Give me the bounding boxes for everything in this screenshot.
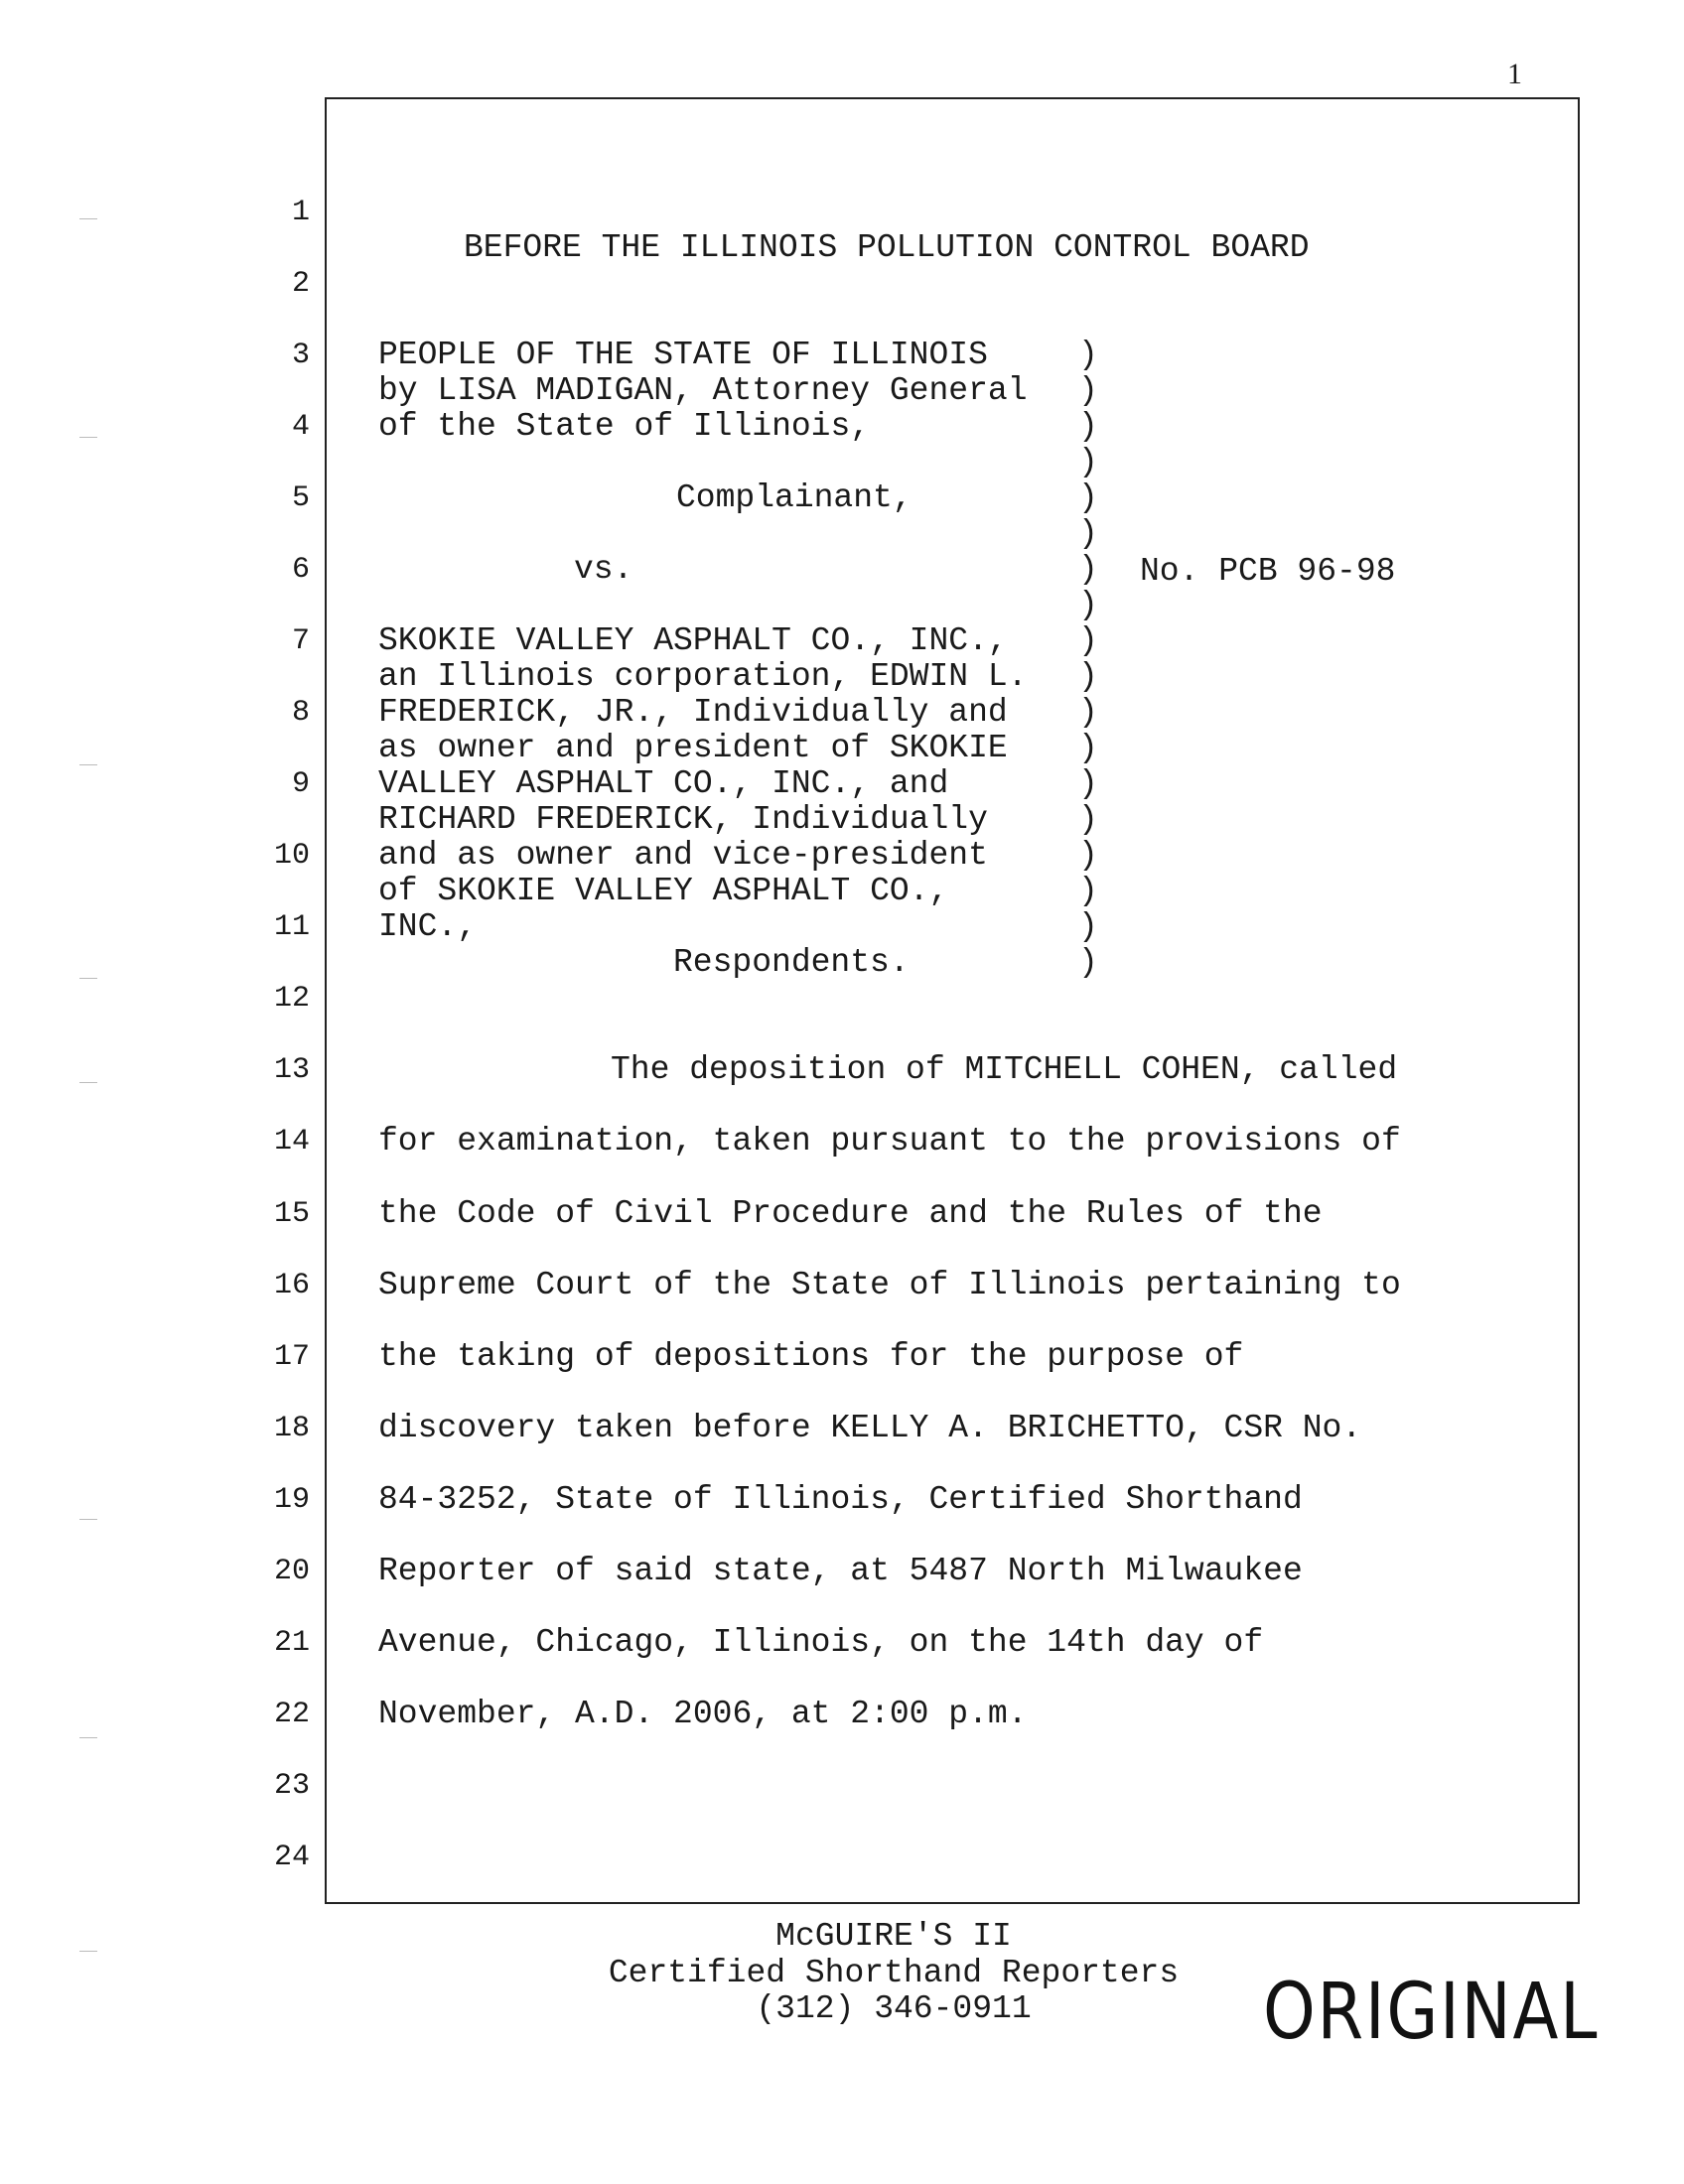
line-number: 22 xyxy=(273,1698,310,1731)
line-number: 9 xyxy=(291,767,310,801)
body-line: Reporter of said state, at 5487 North Milwaukee xyxy=(378,1553,1303,1589)
complainant-line: of the State of Illinois, xyxy=(378,408,871,445)
margin-mark xyxy=(79,1082,97,1083)
body-line: the Code of Civil Procedure and the Rules of the xyxy=(378,1195,1323,1232)
respondent-line: RICHARD FREDERICK, Individually xyxy=(378,801,988,838)
caption-paren: ) xyxy=(1078,515,1098,552)
reporter-phone: (312) 346-0911 xyxy=(756,1990,1032,2027)
body-line: November, A.D. 2006, at 2:00 p.m. xyxy=(378,1696,1028,1732)
reporter-title: Certified Shorthand Reporters xyxy=(608,1955,1180,1991)
caption-paren: ) xyxy=(1078,479,1098,516)
respondent-line: as owner and president of SKOKIE xyxy=(378,730,1008,766)
caption-paren: ) xyxy=(1078,337,1098,373)
line-number: 14 xyxy=(273,1125,310,1159)
body-line: for examination, taken pursuant to the provisions of xyxy=(378,1123,1401,1160)
complainant-line: PEOPLE OF THE STATE OF ILLINOIS xyxy=(378,337,988,373)
line-number: 24 xyxy=(273,1841,310,1874)
caption-paren: ) xyxy=(1078,873,1098,909)
caption-paren: ) xyxy=(1078,587,1098,623)
versus: vs. xyxy=(574,551,633,588)
respondent-line: of SKOKIE VALLEY ASPHALT CO., xyxy=(378,873,949,909)
body-line: Avenue, Chicago, Illinois, on the 14th day of xyxy=(378,1624,1264,1661)
line-number: 7 xyxy=(291,624,310,658)
caption-paren: ) xyxy=(1078,837,1098,874)
line-number: 17 xyxy=(273,1340,310,1374)
body-line: discovery taken before KELLY A. BRICHETTO, CSR No. xyxy=(378,1410,1362,1446)
respondent-line: FREDERICK, JR., Individually and xyxy=(378,694,1008,731)
line-number: 5 xyxy=(291,481,310,515)
caption-paren: ) xyxy=(1078,908,1098,945)
line-number: 2 xyxy=(291,267,310,301)
margin-mark xyxy=(79,1951,97,1952)
line-number: 10 xyxy=(273,839,310,873)
caption-paren: ) xyxy=(1078,444,1098,480)
respondent-role: Respondents. xyxy=(673,944,910,981)
body-line: 84-3252, State of Illinois, Certified Shorthand xyxy=(378,1481,1303,1518)
reporter-firm: McGUIRE'S II xyxy=(775,1918,1012,1955)
caption-paren: ) xyxy=(1078,694,1098,731)
caption-paren: ) xyxy=(1078,801,1098,838)
caption-paren: ) xyxy=(1078,551,1098,588)
margin-mark xyxy=(79,437,97,438)
body-line: Supreme Court of the State of Illinois pertaining to xyxy=(378,1267,1401,1303)
complainant-role: Complainant, xyxy=(676,479,912,516)
line-number: 6 xyxy=(291,553,310,587)
line-number: 12 xyxy=(273,982,310,1016)
line-number: 3 xyxy=(291,339,310,372)
line-number: 13 xyxy=(273,1053,310,1087)
respondent-line: VALLEY ASPHALT CO., INC., and xyxy=(378,765,949,802)
margin-mark xyxy=(79,218,97,219)
caption-paren: ) xyxy=(1078,765,1098,802)
margin-mark xyxy=(79,1519,97,1520)
line-number: 4 xyxy=(291,410,310,444)
margin-mark xyxy=(79,978,97,979)
respondent-line: INC., xyxy=(378,908,478,945)
margin-mark xyxy=(79,1737,97,1738)
line-number: 15 xyxy=(273,1197,310,1231)
respondent-line: SKOKIE VALLEY ASPHALT CO., INC., xyxy=(378,622,1008,659)
caption-paren: ) xyxy=(1078,658,1098,695)
body-line: The deposition of MITCHELL COHEN, called xyxy=(611,1051,1398,1088)
original-stamp: ORIGINAL xyxy=(1263,1968,1600,2057)
caption-paren: ) xyxy=(1078,944,1098,981)
respondent-line: an Illinois corporation, EDWIN L. xyxy=(378,658,1028,695)
line-number: 20 xyxy=(273,1555,310,1588)
line-number: 1 xyxy=(291,196,310,229)
case-number: No. PCB 96-98 xyxy=(1140,553,1396,590)
complainant-line: by LISA MADIGAN, Attorney General xyxy=(378,372,1028,409)
respondent-line: and as owner and vice-president xyxy=(378,837,988,874)
caption-paren: ) xyxy=(1078,730,1098,766)
line-number: 8 xyxy=(291,696,310,730)
caption-paren: ) xyxy=(1078,408,1098,445)
page-number: 1 xyxy=(1507,58,1522,90)
line-number: 19 xyxy=(273,1483,310,1517)
line-number: 21 xyxy=(273,1626,310,1660)
body-line: the taking of depositions for the purpose of xyxy=(378,1338,1244,1375)
caption-paren: ) xyxy=(1078,622,1098,659)
caption-paren: ) xyxy=(1078,372,1098,409)
line-number: 11 xyxy=(273,910,310,944)
line-number: 18 xyxy=(273,1412,310,1445)
line-number: 16 xyxy=(273,1269,310,1302)
margin-mark xyxy=(79,764,97,765)
board-heading: BEFORE THE ILLINOIS POLLUTION CONTROL BOARD xyxy=(464,229,1310,266)
line-number: 23 xyxy=(273,1769,310,1803)
